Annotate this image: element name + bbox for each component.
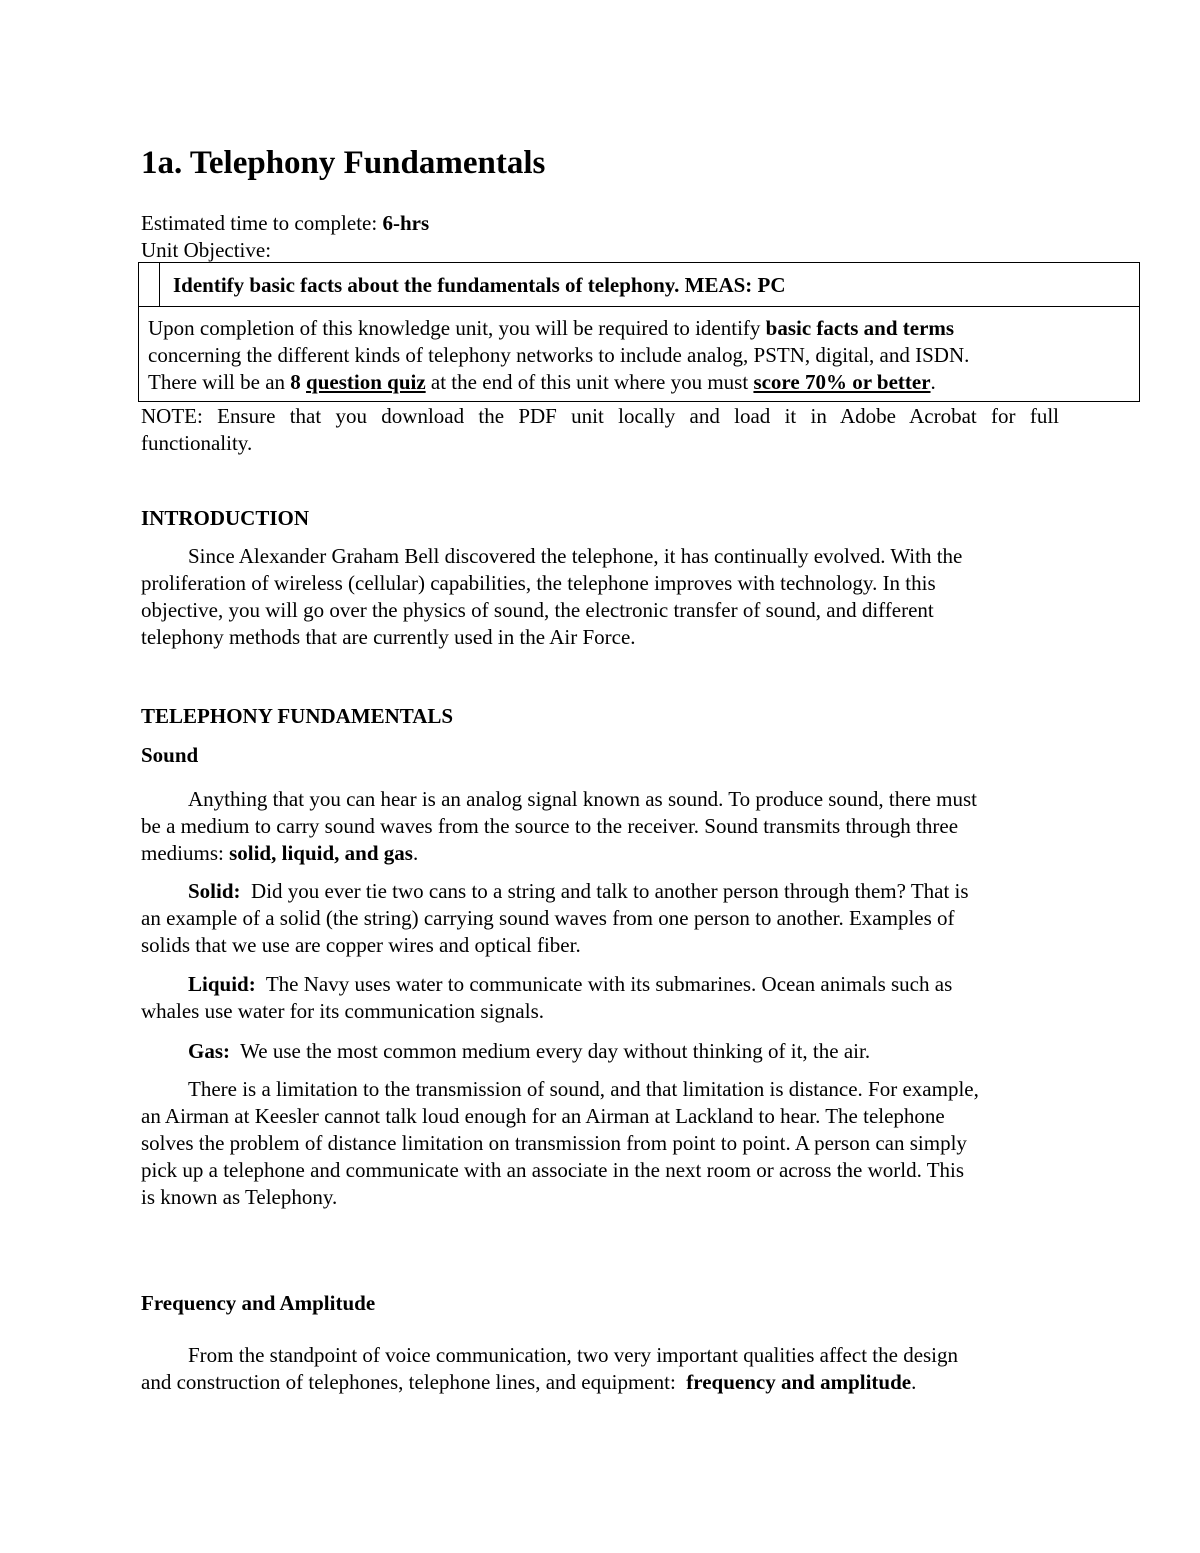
gas-paragraph — [141, 1038, 1061, 1065]
limitation-line: solves the problem of distance limitation on transmission from point to point. A person can simply — [141, 1131, 967, 1155]
sound-line: be a medium to carry sound waves from the source to the receiver. Sound transmits through three — [141, 814, 959, 838]
introduction-paragraph — [141, 543, 1061, 651]
gas-line: Gas: We use the most common medium every day without thinking of it, the air. — [188, 1039, 871, 1063]
objective-line-3: There will be an 8 question quiz at the end of this unit where you must score 70% or better. — [148, 370, 936, 394]
estimated-time — [141, 210, 429, 237]
solid-line: an example of a solid (the string) carrying sound waves from one person to another. Examples of — [141, 906, 955, 930]
introduction-heading: INTRODUCTION — [141, 506, 310, 530]
frequency-heading: Frequency and Amplitude — [141, 1291, 376, 1315]
liquid-line: Liquid: The Navy uses water to communicate with its submarines. Ocean animals such as — [188, 972, 953, 996]
objective-line-1: Upon completion of this knowledge unit, you will be required to identify basic facts and terms — [148, 316, 955, 340]
objective-description — [148, 315, 969, 396]
liquid-label: Liquid: — [188, 972, 256, 996]
objective-line-2: concerning the different kinds of telephony networks to include analog, PSTN, digital, and ISDN. — [148, 343, 970, 367]
objective-header-row — [139, 263, 1139, 307]
liquid-paragraph — [141, 971, 1061, 1025]
unit-objective-label: Unit Objective: — [141, 238, 272, 262]
limitation-line: There is a limitation to the transmission of sound, and that limitation is distance. For example, — [188, 1077, 979, 1101]
solid-line: solids that we use are copper wires and optical fiber. — [141, 933, 581, 957]
introduction-line: objective, you will go over the physics of sound, the electronic transfer of sound, and different — [141, 598, 934, 622]
sound-line: mediums: solid, liquid, and gas. — [141, 841, 419, 865]
page-title: 1a. Telephony Fundamentals — [141, 145, 546, 181]
solid-label: Solid: — [188, 879, 241, 903]
sound-heading: Sound — [141, 743, 199, 767]
frequency-line: and construction of telephones, telephone lines, and equipment: frequency and amplitude. — [141, 1370, 917, 1394]
solid-line: Solid: Did you ever tie two cans to a string and talk to another person through them? That is — [188, 879, 969, 903]
introduction-line: telephony methods that are currently used in the Air Force. — [141, 625, 636, 649]
objective-divider — [159, 263, 160, 307]
objective-box — [138, 262, 1140, 402]
estimated-time-value: 6-hrs — [382, 211, 430, 235]
limitation-line: an Airman at Keesler cannot talk loud enough for an Airman at Lackland to hear. The telephone — [141, 1104, 945, 1128]
solid-paragraph — [141, 878, 1061, 959]
note-line-2: functionality. — [141, 431, 253, 455]
sound-paragraph — [141, 786, 1061, 867]
introduction-line: proliferation of wireless (cellular) capabilities, the telephone improves with technology. In this — [141, 571, 936, 595]
sound-line: Anything that you can hear is an analog signal known as sound. To produce sound, there must — [188, 787, 977, 811]
fundamentals-heading: TELEPHONY FUNDAMENTALS — [141, 704, 454, 728]
limitation-line: pick up a telephone and communicate with an associate in the next room or across the world. This — [141, 1158, 965, 1182]
limitation-paragraph — [141, 1076, 1061, 1211]
note-line-1: NOTE: Ensure that you download the PDF unit locally and load it in Adobe Acrobat for full — [141, 404, 1059, 428]
objective-heading: Identify basic facts about the fundamentals of telephony. MEAS: PC — [173, 273, 786, 297]
frequency-line: From the standpoint of voice communication, two very important qualities affect the design — [188, 1343, 959, 1367]
gas-label: Gas: — [188, 1039, 230, 1063]
liquid-line: whales use water for its communication signals. — [141, 999, 544, 1023]
note-paragraph — [141, 403, 1059, 457]
limitation-line: is known as Telephony. — [141, 1185, 338, 1209]
introduction-line: Since Alexander Graham Bell discovered the telephone, it has continually evolved. With the — [188, 544, 963, 568]
estimated-time-label: Estimated time to complete: — [141, 211, 378, 235]
frequency-paragraph — [141, 1342, 1061, 1396]
